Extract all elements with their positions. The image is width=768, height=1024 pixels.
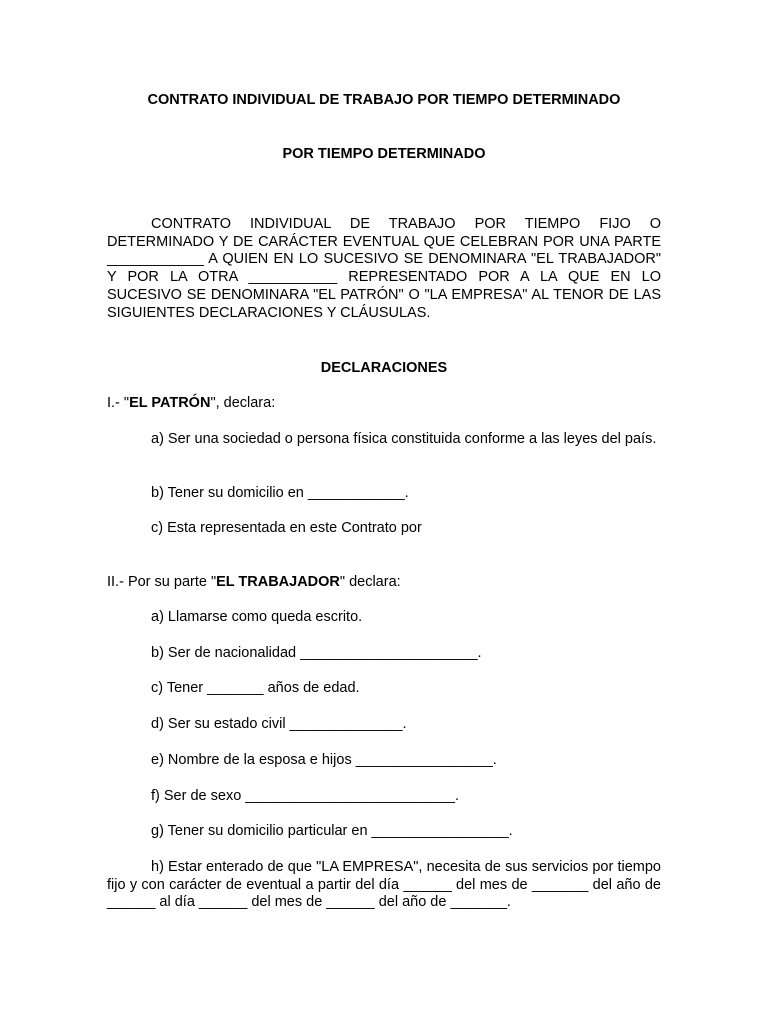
section-2-suffix: " declara:	[339, 574, 401, 590]
section-2-party: EL TRABAJADOR	[216, 574, 340, 590]
section-2-item-h: h) Estar enterado de que "LA EMPRESA", necesita de sus servicios por tiempo fijo y con carácter de eventual a partir del día ______ del mes de _______ del año de ______ al día ______ del mes de ______ del año de _______.	[107, 859, 661, 911]
section-2-item-a: a) Llamarse como queda escrito.	[151, 609, 363, 625]
document-title: CONTRATO INDIVIDUAL DE TRABAJO POR TIEMPO DETERMINADO	[147, 92, 621, 108]
section-1-item-c: c) Esta representada en este Contrato por	[151, 520, 422, 536]
section-2-item-f: f) Ser de sexo __________________________.	[151, 788, 459, 804]
section-1-suffix: ", declara:	[210, 395, 276, 411]
section-1-item-b: b) Tener su domicilio en ____________.	[151, 485, 409, 501]
section-2-item-c: c) Tener _______ años de edad.	[151, 680, 360, 696]
section-1-heading	[107, 395, 275, 411]
section-1-prefix: I.- "	[107, 395, 130, 411]
intro-paragraph: CONTRATO INDIVIDUAL DE TRABAJO POR TIEMPO FIJO O DETERMINADO Y DE CARÁCTER EVENTUAL QUE CELEBRAN POR UNA PARTE ____________ A QUIEN EN LO SUCESIVO SE DENOMINARA "EL TRABAJADOR" Y POR LA OTRA ___________ REPRESENTADO POR A LA QUE EN LO SUCESIVO SE DENOMINARA "EL PATRÓN" O "LA EMPRESA" AL TENOR DE LAS SIGUIENTES DECLARACIONES Y CLÁUSULAS.	[107, 216, 661, 321]
section-2-item-g: g) Tener su domicilio particular en _________________.	[151, 823, 513, 839]
section-2-item-d: d) Ser su estado civil ______________.	[151, 716, 407, 732]
document-subtitle: POR TIEMPO DETERMINADO	[282, 146, 486, 162]
section-2-item-e: e) Nombre de la esposa e hijos _________________.	[151, 752, 497, 768]
section-1-party: EL PATRÓN	[129, 395, 211, 411]
section-1-item-a: a) Ser una sociedad o persona física constituida conforme a las leyes del país.	[151, 431, 657, 447]
section-2-heading	[107, 574, 401, 590]
section-2-prefix: II.- Por su parte "	[107, 574, 217, 590]
section-2-item-b: b) Ser de nacionalidad ______________________.	[151, 645, 482, 661]
declaraciones-heading: DECLARACIONES	[320, 360, 448, 376]
